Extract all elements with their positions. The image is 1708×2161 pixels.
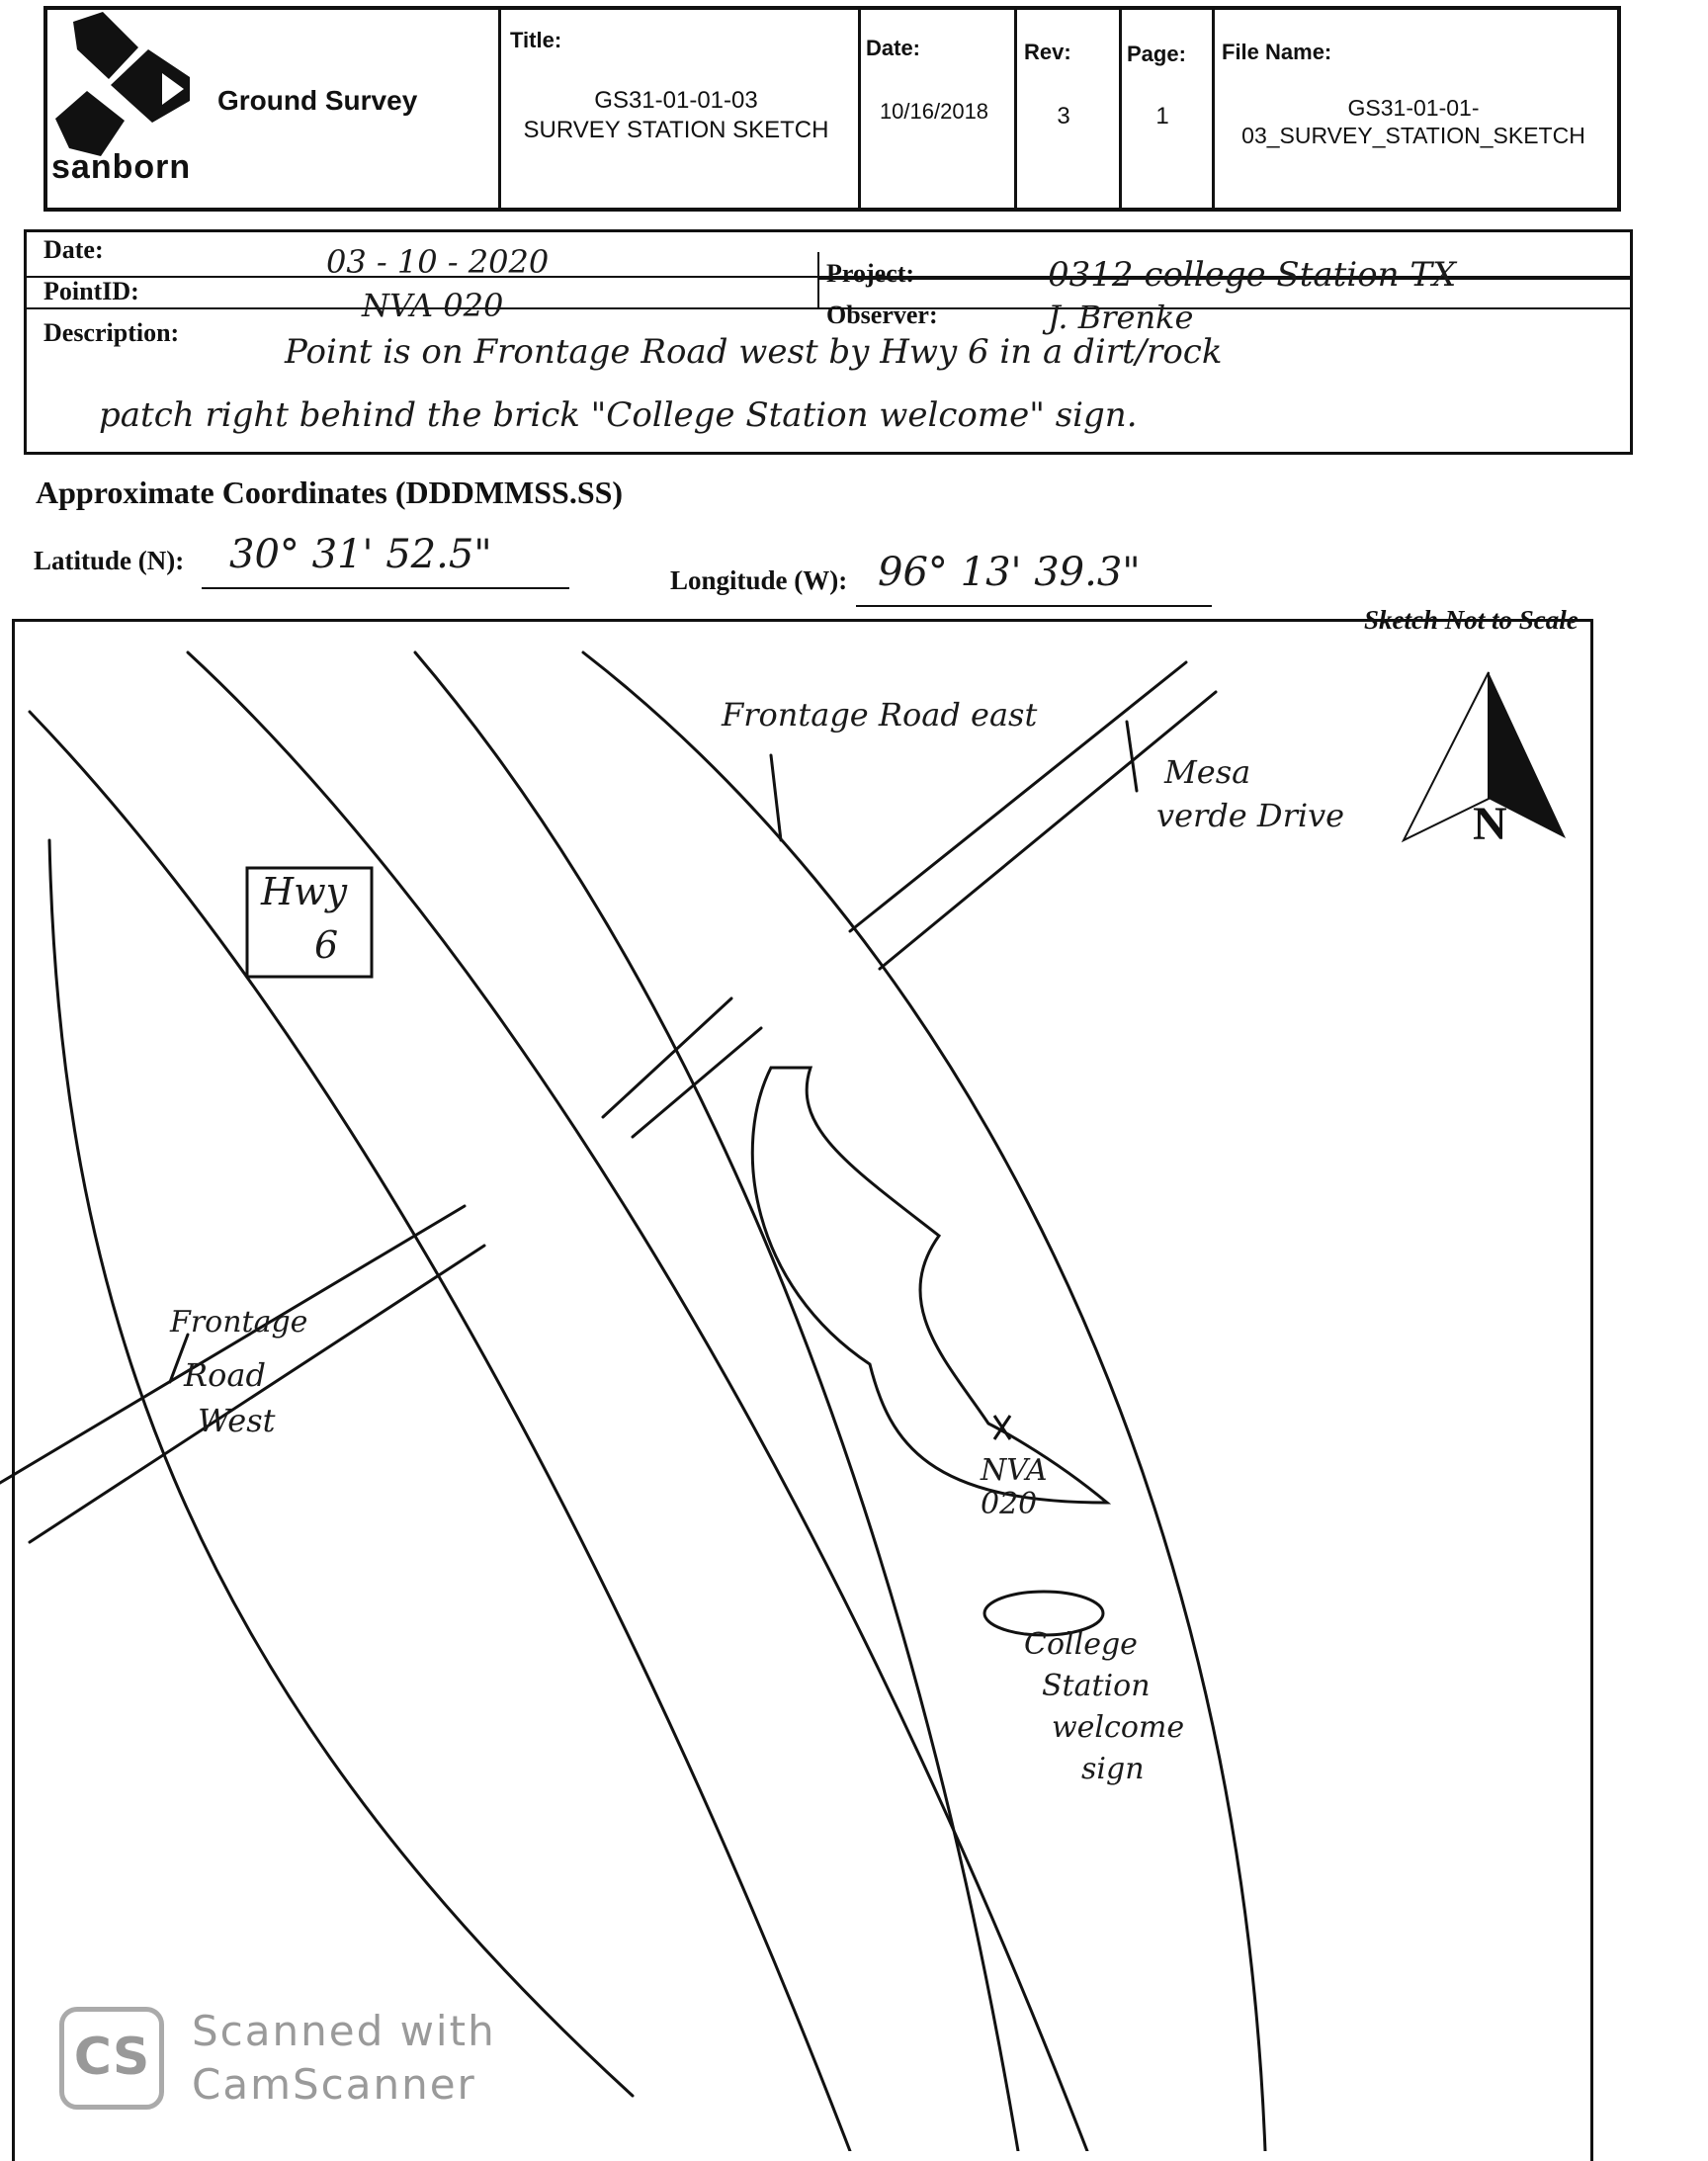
project-label: Project: (826, 259, 915, 288)
connector-line2 (633, 1028, 761, 1137)
title-name: SURVEY STATION SKETCH (523, 117, 829, 143)
rev-value: 3 (1057, 103, 1070, 130)
pointid-label: PointID: (43, 277, 139, 305)
department-name: Ground Survey (217, 85, 418, 116)
observer-label: Observer: (826, 301, 938, 329)
title-label: Title: (510, 28, 562, 52)
label-sign-4: sign (1081, 1752, 1145, 1786)
dirt-patch-outline (752, 1068, 1107, 1503)
description-line1: Point is on Frontage Road west by Hwy 6 in a dirt/rock (285, 332, 1223, 372)
pointid-value: NVA 020 (362, 287, 504, 324)
label-hwy-1: Hwy (261, 870, 348, 913)
label-hwy-2: 6 (314, 923, 339, 967)
page-label: Page: (1127, 42, 1186, 66)
frontage-west-line2 (30, 1246, 484, 1542)
north-label: N (1473, 798, 1507, 850)
hwy-east-edge-line (583, 652, 1265, 2151)
hwy-median-east-line (415, 652, 1018, 2151)
rev-label: Rev: (1024, 40, 1071, 64)
header-date-value: 10/16/2018 (879, 99, 989, 124)
camscanner-logo-icon: CS (59, 2007, 164, 2110)
label-frontage-west-3: West (198, 1402, 276, 1439)
hwy-west-edge-line (30, 712, 850, 2151)
filename-line1: GS31-01-01- (1347, 95, 1480, 121)
label-frontage-east: Frontage Road east (722, 696, 1038, 734)
header-date-label: Date: (866, 36, 921, 60)
description-line2: patch right behind the brick "College Station welcome" sign. (99, 395, 1138, 435)
not-to-scale-note: Sketch Not to Scale (1364, 605, 1579, 635)
title-code: GS31-01-01-03 (594, 87, 758, 114)
filename-label: File Name: (1222, 40, 1332, 64)
frontage-west-line1 (0, 1206, 465, 1483)
info-date-label: Date: (43, 235, 104, 264)
info-date-value: 03 - 10 - 2020 (326, 243, 550, 281)
label-sign-2: Station (1042, 1669, 1151, 1703)
page-value: 1 (1155, 103, 1169, 130)
label-nva-2: 020 (981, 1487, 1038, 1521)
mesa-verde-pointer (1127, 722, 1137, 791)
coordinates-heading: Approximate Coordinates (DDDMMSS.SS) (36, 475, 624, 510)
filename-line2: 03_SURVEY_STATION_SKETCH (1241, 123, 1585, 148)
label-nva-1: NVA (981, 1453, 1048, 1488)
label-frontage-west-1: Frontage (170, 1305, 308, 1340)
label-sign-3: welcome (1052, 1710, 1185, 1745)
latitude-value: 30° 31' 52.5" (202, 532, 569, 589)
observer-value: J. Brenke (1048, 299, 1194, 336)
label-mesa-verde-2: verde Drive (1156, 797, 1345, 834)
label-mesa-verde-1: Mesa (1164, 753, 1251, 791)
project-value: 0312 college Station TX (1048, 255, 1457, 295)
watermark-line1: Scanned with (192, 2007, 496, 2055)
label-frontage-west-2: Road (184, 1356, 266, 1394)
company-name: sanborn (51, 148, 192, 186)
label-sign-1: College (1024, 1627, 1138, 1662)
latitude-label: Latitude (N): (34, 546, 185, 575)
description-label: Description: (43, 318, 180, 347)
longitude-value: 96° 13' 39.3" (856, 550, 1212, 607)
connector-line1 (603, 998, 731, 1117)
watermark-line2: CamScanner (192, 2060, 476, 2109)
longitude-label: Longitude (W): (670, 565, 848, 595)
